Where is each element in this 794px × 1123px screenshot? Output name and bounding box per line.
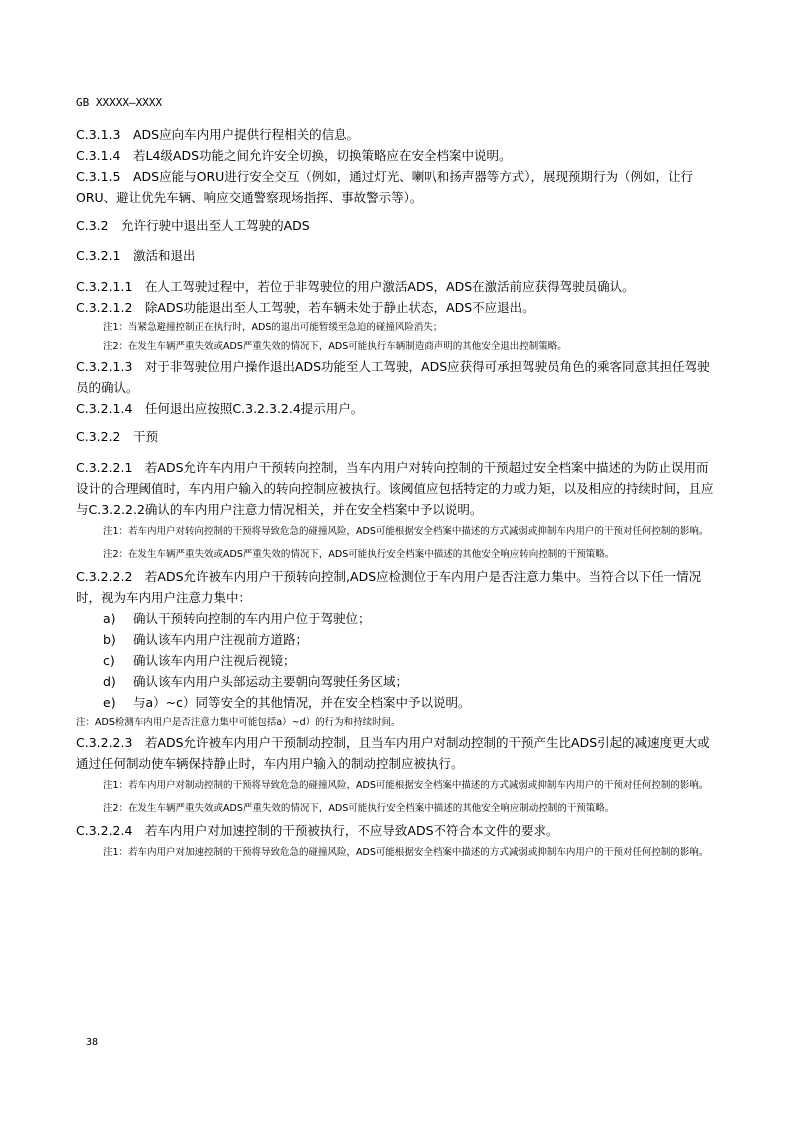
note-label: 注2： bbox=[103, 549, 129, 560]
list-item-text: 确认该车内用户注视后视镜； bbox=[133, 653, 296, 668]
clause-paragraph: C.3.2.2.3 若ADS允许被车内用户干预制动控制，且当车内用户对制动控制的干预产生比ADS引起的减速度更大或通过任何制动使车辆保持静止时，车内用户输入的制动控制应被执行。 bbox=[76, 735, 710, 771]
list-item bbox=[76, 629, 718, 650]
list-item-label: d) bbox=[103, 674, 116, 689]
note-label: 注1： bbox=[103, 526, 129, 537]
list-item-label: b) bbox=[103, 632, 116, 647]
list-item bbox=[76, 608, 718, 629]
note: 注1：当紧急避撞控制正在执行时，ADS的退出可能暂缓至急迫的碰撞风险消失； bbox=[103, 322, 443, 333]
note bbox=[76, 520, 718, 543]
note-text: 若车内用户对转向控制的干预将导致危急的碰撞风险，ADS可能根据安全档案中描述的方式减弱或抑制车内用户的干预对任何控制的影响。 bbox=[128, 526, 709, 537]
list-item bbox=[76, 692, 718, 713]
page-number: 38 bbox=[86, 1037, 99, 1048]
note: 注：ADS检测车内用户是否注意力集中可能包括a）~d）的行为和持续时间。 bbox=[76, 717, 401, 728]
clause-paragraph: C.3.2.1.3 对于非驾驶位用户操作退出ADS功能至人工驾驶，ADS应获得可承担驾驶员角色的乘客同意其担任驾驶员的确认。 bbox=[76, 359, 710, 395]
list-item bbox=[76, 650, 718, 671]
section-heading: C.3.2.2 干预 bbox=[76, 429, 159, 444]
note-label: 注1： bbox=[103, 847, 129, 858]
section-heading: C.3.2 允许行驶中退出至人工驾驶的ADS bbox=[76, 218, 310, 233]
clause-paragraph: C.3.2.1.2 除ADS功能退出至人工驾驶，若车辆未处于静止状态，ADS不应退出。 bbox=[76, 300, 535, 315]
list-item-label: a) bbox=[103, 611, 116, 626]
clause-paragraph: C.3.2.1.1 在人工驾驶过程中，若位于非驾驶位的用户激活ADS，ADS在激活前应获得驾驶员确认。 bbox=[76, 279, 635, 294]
list-item-text: 与a）~c）同等安全的其他情况，并在安全档案中予以说明。 bbox=[133, 695, 471, 710]
list-item-text: 确认该车内用户头部运动主要朝向驾驶任务区域； bbox=[133, 674, 409, 689]
section-heading: C.3.2.1 激活和退出 bbox=[76, 248, 196, 263]
list-item-label: c) bbox=[103, 653, 115, 668]
note bbox=[76, 841, 718, 864]
clause-paragraph: C.3.2.2.1 若ADS允许车内用户干预转向控制，当车内用户对转向控制的干预超过安全档案中描述的为防止误用而设计的合理阈值时，车内用户输入的转向控制应被执行。该阈值应包括特定的力或力矩，以及相应的持续时间，且应与C.3.2.2.2确认的车内用户注意力情况相关，并在安全档案中予以说明。 bbox=[76, 460, 714, 517]
note-text: 在发生车辆严重失效或ADS严重失效的情况下，ADS可能执行安全档案中描述的其他安全响应转向控制的干预策略。 bbox=[128, 549, 615, 560]
document-body bbox=[76, 124, 718, 864]
clause-paragraph: C.3.2.2.2 若ADS允许被车内用户干预转向控制,ADS应检测位于车内用户是否注意力集中。当符合以下任一情况时，视为车内用户注意力集中： bbox=[76, 569, 702, 605]
note-label: 注1： bbox=[103, 780, 129, 791]
clause-paragraph: C.3.1.3 ADS应向车内用户提供行程相关的信息。 bbox=[76, 127, 360, 142]
note-text: 在发生车辆严重失效或ADS严重失效的情况下，ADS可能执行安全档案中描述的其他安全响应制动控制的干预策略。 bbox=[128, 803, 615, 814]
list-item bbox=[76, 671, 718, 692]
list-item-label: e) bbox=[103, 695, 116, 710]
list-item-text: 确认该车内用户注视前方道路； bbox=[133, 632, 309, 647]
note-text: 若车内用户对制动控制的干预将导致危急的碰撞风险，ADS可能根据安全档案中描述的方式减弱或抑制车内用户的干预对任何控制的影响。 bbox=[128, 780, 709, 791]
document-header: GB XXXXX—XXXX bbox=[76, 96, 163, 109]
clause-paragraph: C.3.1.4 若L4级ADS功能之间允许安全切换，切换策略应在安全档案中说明。 bbox=[76, 148, 512, 163]
clause-paragraph: C.3.2.1.4 任何退出应按照C.3.2.3.2.4提示用户。 bbox=[76, 401, 364, 416]
note: 注2：在发生车辆严重失效或ADS严重失效的情况下，ADS可能执行车辆制造商声明的其他安全退出控制策略。 bbox=[103, 341, 567, 352]
note-text: 若车内用户对加速控制的干预将导致危急的碰撞风险，ADS可能根据安全档案中描述的方式减弱或抑制车内用户的干预对任何控制的影响。 bbox=[128, 847, 709, 858]
clause-paragraph: C.3.2.2.4 若车内用户对加速控制的干预被执行，不应导致ADS不符合本文件的要求。 bbox=[76, 823, 559, 838]
note bbox=[76, 774, 718, 797]
note bbox=[76, 797, 718, 820]
list-item-text: 确认干预转向控制的车内用户位于驾驶位； bbox=[133, 611, 371, 626]
note bbox=[76, 543, 718, 566]
clause-paragraph: C.3.1.5 ADS应能与ORU进行安全交互（例如，通过灯光、喇叭和扬声器等方式），展现预期行为（例如，让行ORU、避让优先车辆、响应交通警察现场指挥、事故警示等）。 bbox=[76, 169, 694, 205]
note-label: 注2： bbox=[103, 803, 129, 814]
